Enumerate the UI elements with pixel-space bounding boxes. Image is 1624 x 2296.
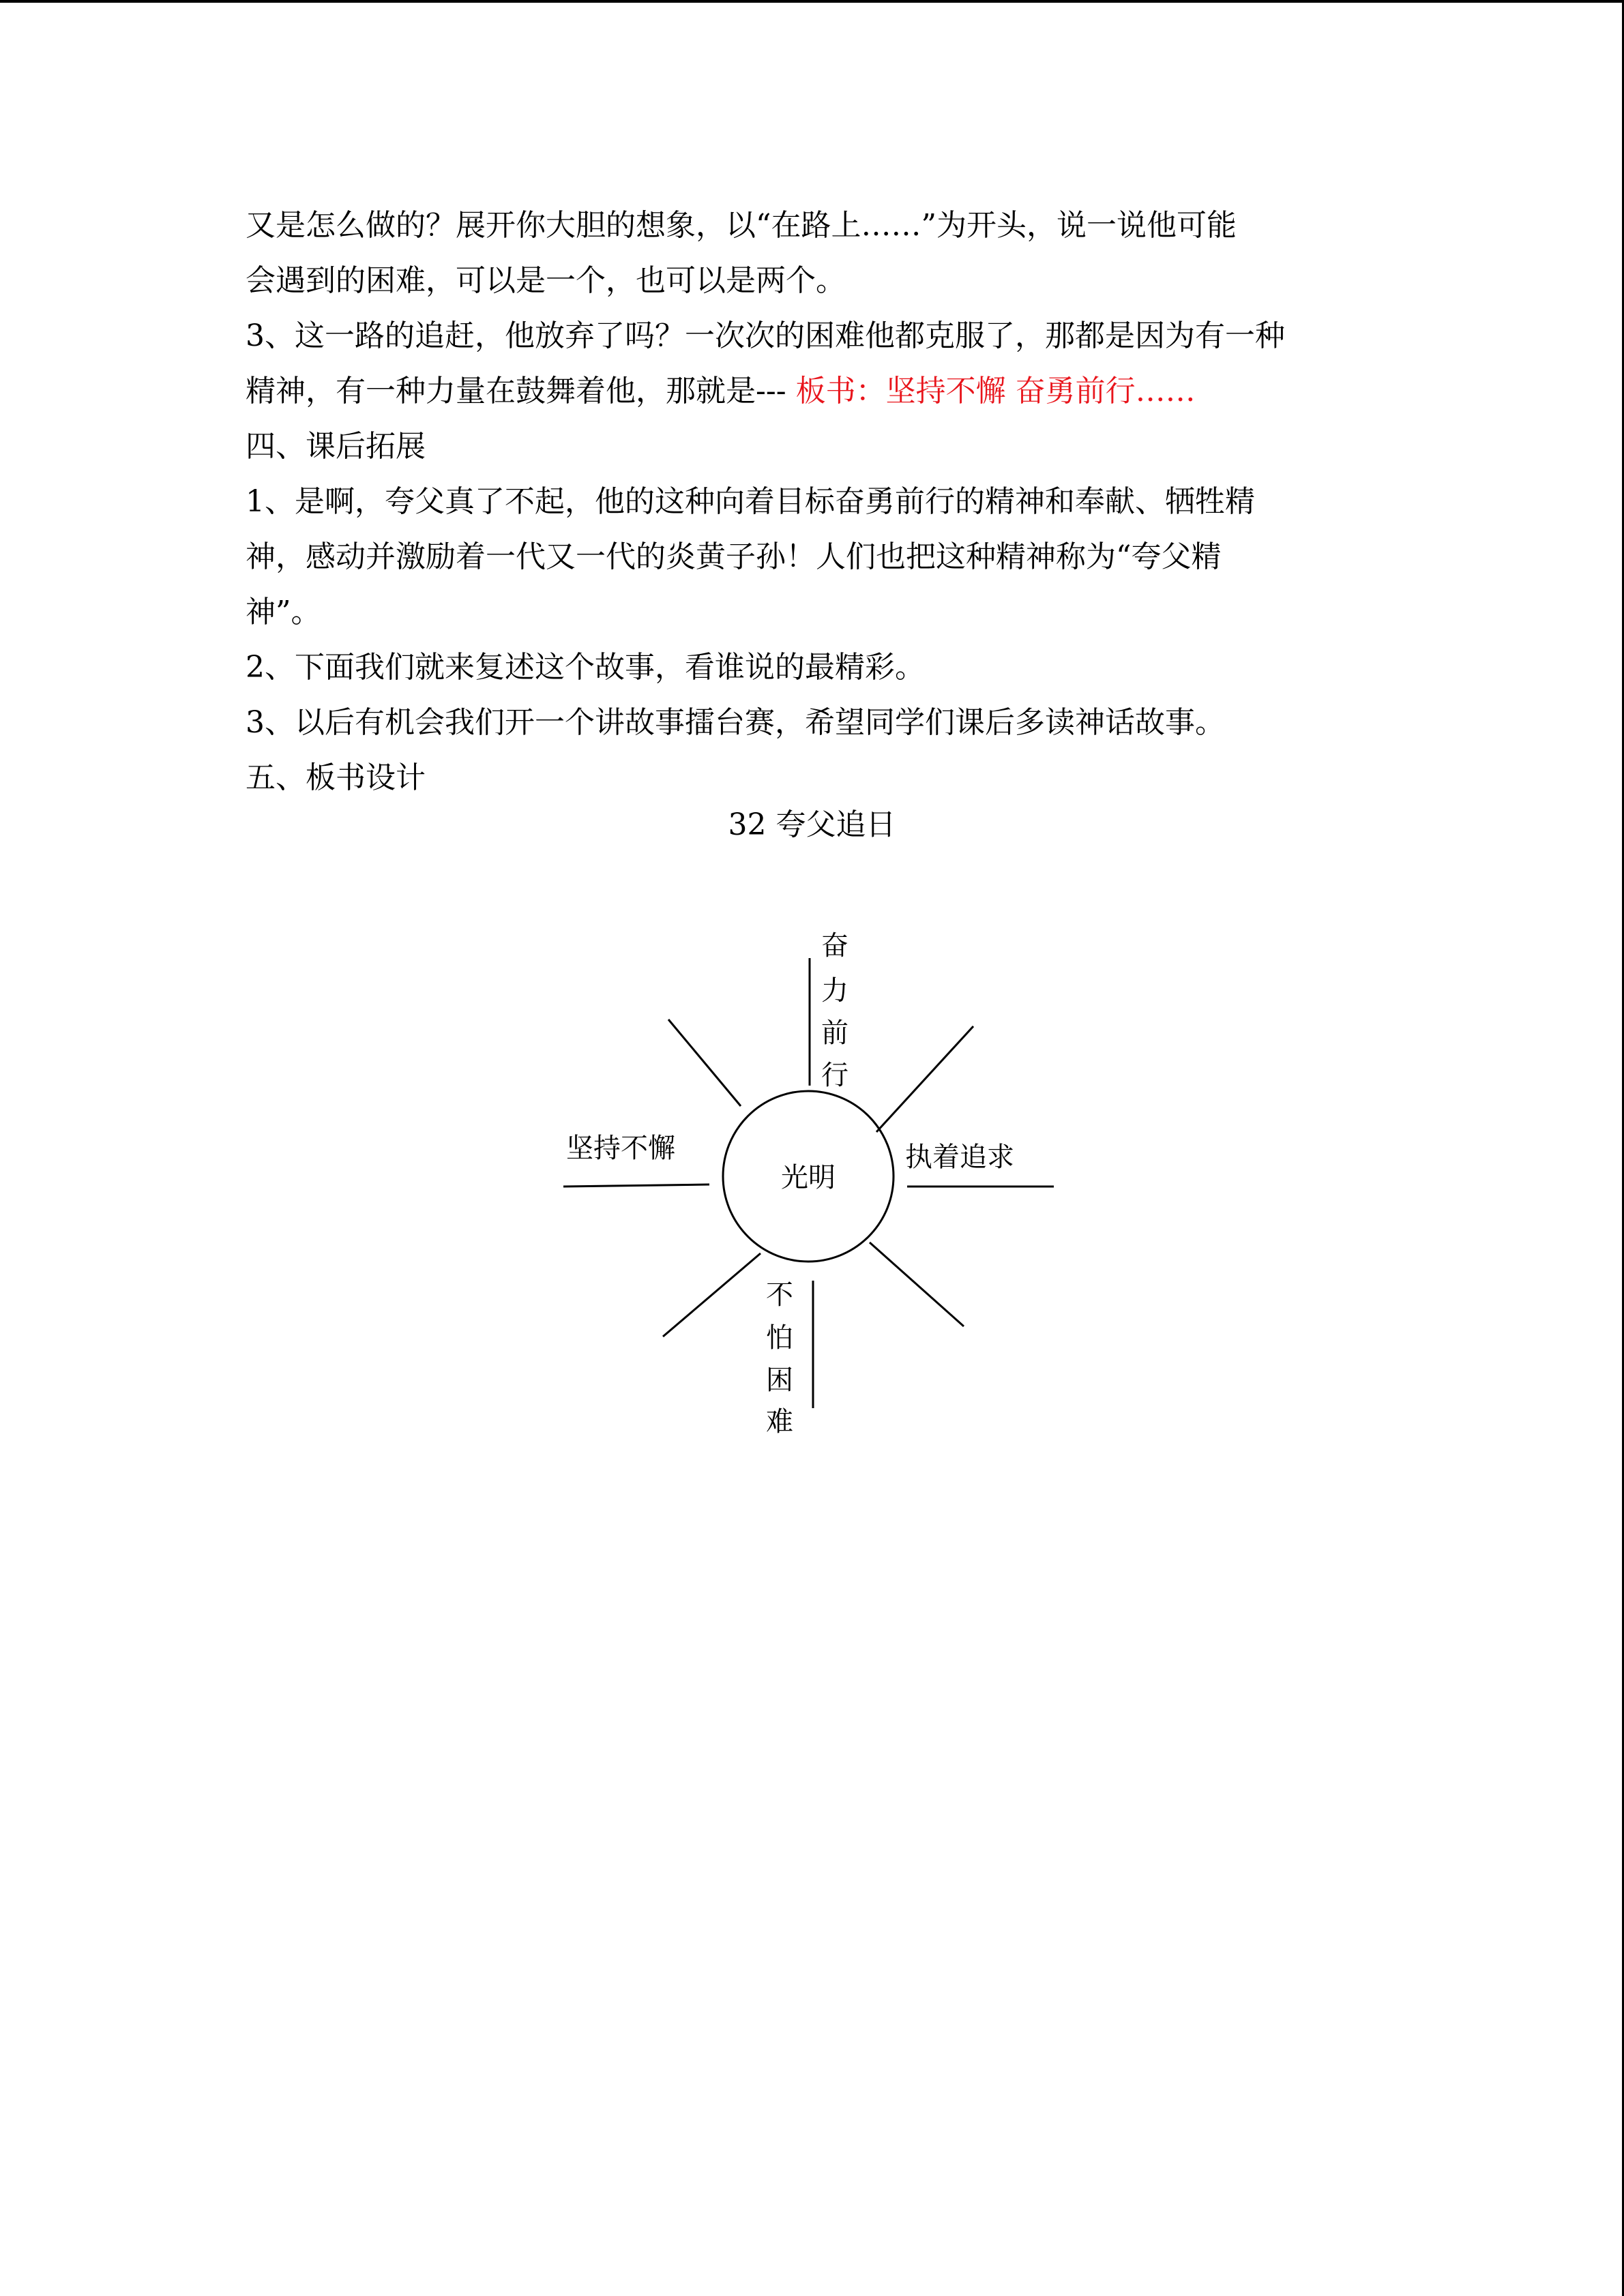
bottom-label-char: 不 [766, 1279, 793, 1311]
ray-line-top-right [876, 1026, 973, 1132]
paragraph-line: 1、是啊，夸父真了不起，他的这种向着目标奋勇前行的精神和奉献、牺牲精 [246, 484, 1255, 519]
paragraph-text: 精神，有一种力量在鼓舞着他，那就是--- [246, 374, 796, 408]
right-label: 执着追求 [905, 1142, 1014, 1173]
section-heading: 四、课后拓展 [246, 429, 426, 464]
board-title: 32 夸父追日 [728, 807, 896, 842]
paragraph-line: 神，感动并激励着一代又一代的炎黄子孙！人们也把这种精神称为“夸父精 [246, 539, 1222, 574]
ray-line-bottom-left [663, 1253, 761, 1337]
left-label: 坚持不懈 [566, 1133, 675, 1164]
top-label-char: 行 [821, 1060, 848, 1091]
paragraph-line: 又是怎么做的？展开你大胆的想象，以“在路上……”为开头，说一说他可能 [246, 208, 1237, 243]
ray-line-top-left [668, 1019, 741, 1106]
ray-line-left [563, 1184, 709, 1187]
section-heading: 五、板书设计 [246, 760, 426, 795]
paragraph-line: 神”。 [246, 595, 321, 629]
bottom-label-char: 怕 [766, 1322, 793, 1354]
top-label-char: 力 [821, 975, 848, 1007]
bottom-label-char: 难 [766, 1406, 793, 1437]
paragraph-line: 会遇到的困难，可以是一个，也可以是两个。 [246, 263, 846, 298]
paragraph-line: 3、以后有机会我们开一个讲故事擂台赛，希望同学们课后多读神话故事。 [246, 705, 1225, 740]
top-label-char: 奋 [821, 930, 848, 961]
top-label-char: 前 [821, 1017, 848, 1049]
ray-line-bottom-right [870, 1242, 964, 1326]
paragraph-line: 2、下面我们就来复述这个故事，看谁说的最精彩。 [246, 650, 925, 685]
center-label: 光明 [781, 1162, 836, 1193]
board-note-highlight: 板书：坚持不懈 奋勇前行…… [795, 374, 1196, 408]
paragraph-line: 3、这一路的追赶，他放弃了吗？一次次的困难他都克服了，那都是因为有一种 [246, 318, 1285, 353]
bottom-label-char: 困 [766, 1365, 793, 1396]
